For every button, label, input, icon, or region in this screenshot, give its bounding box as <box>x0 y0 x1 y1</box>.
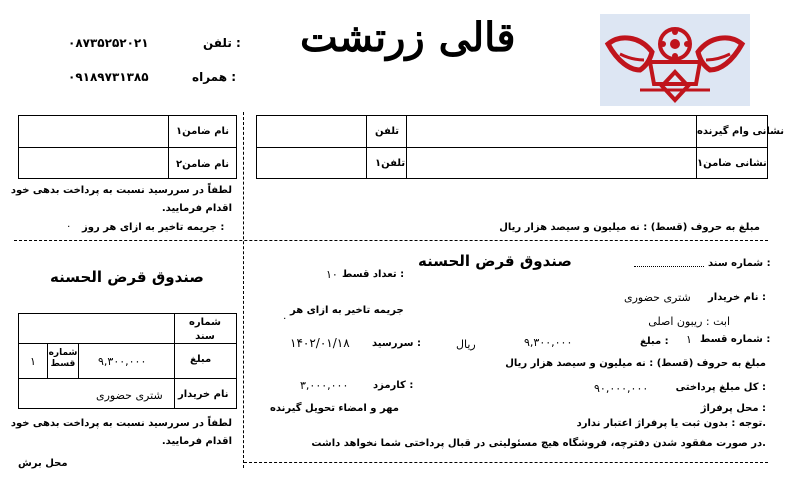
guarantor2-label: نام ضامن۲ <box>176 159 230 170</box>
due-date-label: سررسید : <box>372 338 421 349</box>
horizontal-cut-line <box>14 240 768 241</box>
stub-doc-number-label: شماره سند <box>189 317 221 342</box>
stamp-label: مهر و امضاء تحویل گیرنده <box>270 403 399 414</box>
notice2-line2: اقدام فرمایید. <box>161 436 232 447</box>
mobile-value: ۰۹۱۸۹۷۳۱۳۸۵ <box>68 70 149 84</box>
installments-count-label: تعداد قسط : <box>342 269 405 280</box>
stub-buyer-name-label: نام خریدار <box>178 389 229 400</box>
stub-amount-label: مبلغ <box>190 354 212 365</box>
penalty-label: جریمه تاخیر به ازای هر <box>290 305 404 316</box>
payee-place-label: محل پرفراژ : <box>700 403 766 414</box>
notice-line2: اقدام فرمایید. <box>161 203 232 214</box>
note-no-stamp: .توجه : بدون ثبت یا پرفراژ اعتبار ندارد <box>576 418 766 429</box>
guarantor-address-label: نشانی ضامن۱ <box>697 158 767 169</box>
total-value: ۹۰,۰۰۰,۰۰۰ <box>594 382 649 395</box>
guarantor-phone-label: تلفن۱ <box>375 158 406 169</box>
borrower-phone-label: تلفن <box>375 126 400 137</box>
stub-installment-number-label: شماره قسط <box>48 348 78 369</box>
logo <box>600 14 750 106</box>
borrower-address-label: نشانی وام گیرنده <box>697 126 785 137</box>
phone-label: تلفن : <box>203 36 241 50</box>
note-lost-booklet: .در صورت مفقود شدن دفترچه، فروشگاه هیچ مسئولیتی در قبال پرداختی شما نخواهد داشت <box>311 438 766 449</box>
phone-value: ۰۸۷۳۵۲۵۲۰۲۱ <box>68 36 149 50</box>
amount-value: ۹,۳۰۰,۰۰۰ <box>524 336 573 349</box>
vertical-cut-line <box>243 112 244 468</box>
due-date-value: ۱۴۰۲/۰۱/۱۸ <box>290 336 350 350</box>
installments-count-value: ۱۰ <box>326 268 338 281</box>
daily-penalty-label: جریمه تاخیر به ازای هر روز : <box>82 222 225 233</box>
buyer-name-label: نام خریدار : <box>708 292 766 303</box>
notice2-line1: لطفاً در سررسید نسبت به پرداخت بدهی خود <box>10 418 232 429</box>
buyer-sub-value: ابت : ریبون اصلی <box>648 315 730 328</box>
cut-label: محل برش <box>18 458 68 469</box>
stub-fund-title: صندوق قرض الحسنه <box>50 268 204 286</box>
stub-installment-number-value: ۱ <box>30 355 36 368</box>
doc-number-label: شماره سند : <box>708 258 771 269</box>
penalty-value: ۰ <box>282 313 288 324</box>
installment-no-label: شماره قسط : <box>700 334 771 345</box>
amount-in-words: مبلغ به حروف (قسط) : نه میلیون و سیصد هزار ریال <box>505 358 766 369</box>
buyer-name-value: شتری حضوری <box>624 291 691 304</box>
fee-label: کارمزد : <box>373 380 414 391</box>
zartosht-carpet-logo-icon <box>600 14 750 106</box>
installment-no-value: ۱ <box>686 333 692 346</box>
amount-in-words-top: مبلغ به حروف (قسط) : نه میلیون و سیصد هزار ریال <box>499 222 760 233</box>
bottom-cut-line <box>244 462 768 463</box>
stub-buyer-name-value: شتری حضوری <box>96 389 163 402</box>
currency: ریال <box>456 338 476 351</box>
mobile-label: همراه : <box>192 70 237 84</box>
voucher-fund-title: صندوق قرض الحسنه <box>418 252 572 270</box>
doc-number-field <box>634 266 704 267</box>
guarantor1-label: نام ضامن۱ <box>176 126 230 137</box>
total-label: کل مبلغ پرداختی : <box>675 382 766 393</box>
fee-value: ۳,۰۰۰,۰۰۰ <box>300 379 349 392</box>
amount-label: مبلغ : <box>640 336 669 347</box>
brand-title: قالی زرتشت <box>300 14 516 61</box>
daily-penalty-value: ۰ <box>66 221 72 232</box>
stub-amount-value: ۹,۳۰۰,۰۰۰ <box>98 355 147 368</box>
notice-line1: لطفاً در سررسید نسبت به پرداخت بدهی خود <box>10 185 232 196</box>
